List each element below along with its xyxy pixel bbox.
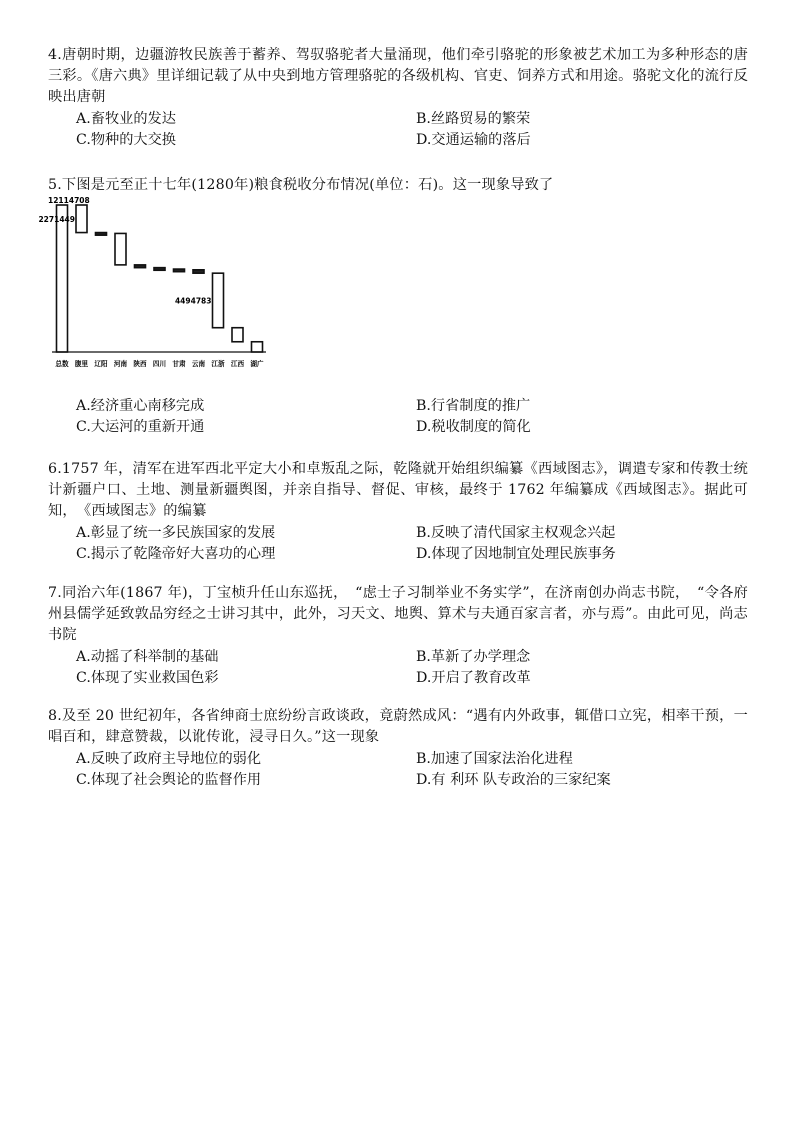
data-label-总数: 12114708	[48, 196, 90, 205]
bar-甘肃	[174, 269, 185, 272]
tick-label-江浙: 江浙	[211, 360, 225, 368]
bar-陕西	[135, 265, 146, 268]
question-6	[48, 459, 748, 565]
question-4-stem: 4.唐朝时期，边疆游牧民族善于蓄养、驾驭骆驼者大量涌现，他们牵引骆驼的形象被艺术加工为多种形态的唐三彩。《唐六典》里详细记载了从中央到地方管理骆驼的各级机构、官吏、饲养方式和用途。骆驼文化的流行反映出唐朝	[48, 47, 748, 105]
question-8-stem: 8.及至 20 世纪初年，各省绅商士庶纷纷言政谈政，竟蔚然成风：“遇有内外政事，辄借口立宪，相率干预，一唱百和，肆意赞裁，以讹传讹，浸寻日久。”这一现象	[48, 708, 748, 745]
q8-option-c[interactable]: C.体现了社会舆论的监督作用	[76, 772, 262, 788]
bar-江浙	[213, 273, 224, 328]
tick-label-总数: 总数	[55, 360, 69, 368]
q5-option-b[interactable]: B.行省制度的推广	[416, 398, 531, 414]
question-4	[48, 45, 748, 151]
bar-江西	[232, 328, 243, 342]
q5-option-c[interactable]: C.大运河的重新开通	[76, 419, 205, 435]
tick-label-甘肃: 甘肃	[172, 360, 186, 368]
q8-option-b[interactable]: B.加速了国家法治化进程	[416, 751, 573, 767]
q4-option-d[interactable]: D.交通运输的落后	[416, 132, 531, 148]
question-8	[48, 706, 748, 791]
tick-label-四川: 四川	[152, 360, 167, 368]
data-label-腹里: 2271449	[38, 214, 75, 224]
q7-option-b[interactable]: B.革新了办学理念	[416, 649, 531, 665]
q5-option-d[interactable]: D.税收制度的简化	[416, 419, 531, 435]
tick-label-湖广: 湖广	[250, 360, 264, 368]
question-5-stem: 5.下图是元至正十七年(1280年)粮食税收分布情况(单位：石)。这一现象导致了	[48, 177, 554, 193]
bar-总数	[57, 205, 68, 352]
question-7-stem: 7.同治六年(1867 年)，丁宝桢升任山东巡抚， “虑士子习制举业不务实学”，在济南创办尚志书院， “令各府州县儒学延致敦品穷经之士讲习其中，此外，习天文、地舆、算术与夫通百家言者，亦与焉”。由此可见，尚志书院	[48, 585, 748, 643]
question-7	[48, 583, 748, 689]
data-label-江浙: 4494783	[174, 296, 212, 306]
bar-湖广	[252, 342, 263, 352]
q6-option-c[interactable]: C.揭示了乾隆帝好大喜功的心理	[76, 546, 276, 562]
q4-option-b[interactable]: B.丝路贸易的繁荣	[416, 111, 531, 127]
q5-option-a[interactable]: A.经济重心南移完成	[76, 398, 205, 414]
question-4-options	[48, 109, 748, 151]
bar-云南	[193, 270, 204, 273]
q4-option-c[interactable]: C.物种的大交换	[76, 132, 176, 148]
grain-tax-chart	[38, 196, 288, 371]
q7-option-d[interactable]: D.开启了教育改革	[416, 670, 531, 686]
bar-辽阳	[96, 233, 107, 236]
q7-option-c[interactable]: C.体现了实业救国色彩	[76, 670, 219, 686]
q6-option-d[interactable]: D.体现了因地制宜处理民族事务	[416, 546, 616, 562]
question-6-stem: 6.1757 年，清军在进军西北平定大小和卓叛乱之际，乾隆就开始组织编纂《西域图志》，调遣专家和传教士统计新疆户口、土地、测量新疆舆图，并亲自指导、督促、审核，最终于 1762 年编纂成《西域图志》。据此可知， 《西域图志》的编纂	[48, 461, 748, 519]
q4-option-a[interactable]: A.畜牧业的发达	[76, 111, 176, 127]
tick-label-云南: 云南	[191, 360, 206, 368]
bar-四川	[154, 268, 165, 271]
bar-河南	[115, 233, 126, 264]
question-8-options	[48, 749, 748, 791]
q7-option-a[interactable]: A.动摇了科举制的基础	[76, 649, 219, 665]
question-7-options	[48, 647, 748, 689]
bar-腹里	[76, 205, 87, 233]
tick-label-江西: 江西	[230, 360, 245, 368]
question-6-options	[48, 523, 748, 565]
tick-label-陕西: 陕西	[133, 360, 147, 368]
question-5-options	[48, 396, 748, 438]
tick-label-河南: 河南	[113, 360, 128, 368]
q8-option-d[interactable]: D.有 利环 队专政治的三家纪案	[416, 772, 611, 788]
q8-option-a[interactable]: A.反映了政府主导地位的弱化	[76, 751, 262, 767]
question-5	[48, 175, 748, 196]
q6-option-a[interactable]: A.彰显了统一多民族国家的发展	[76, 525, 276, 541]
tick-label-腹里: 腹里	[74, 360, 89, 368]
tick-label-辽阳: 辽阳	[94, 360, 108, 368]
q6-option-b[interactable]: B.反映了清代国家主权观念兴起	[416, 525, 616, 541]
